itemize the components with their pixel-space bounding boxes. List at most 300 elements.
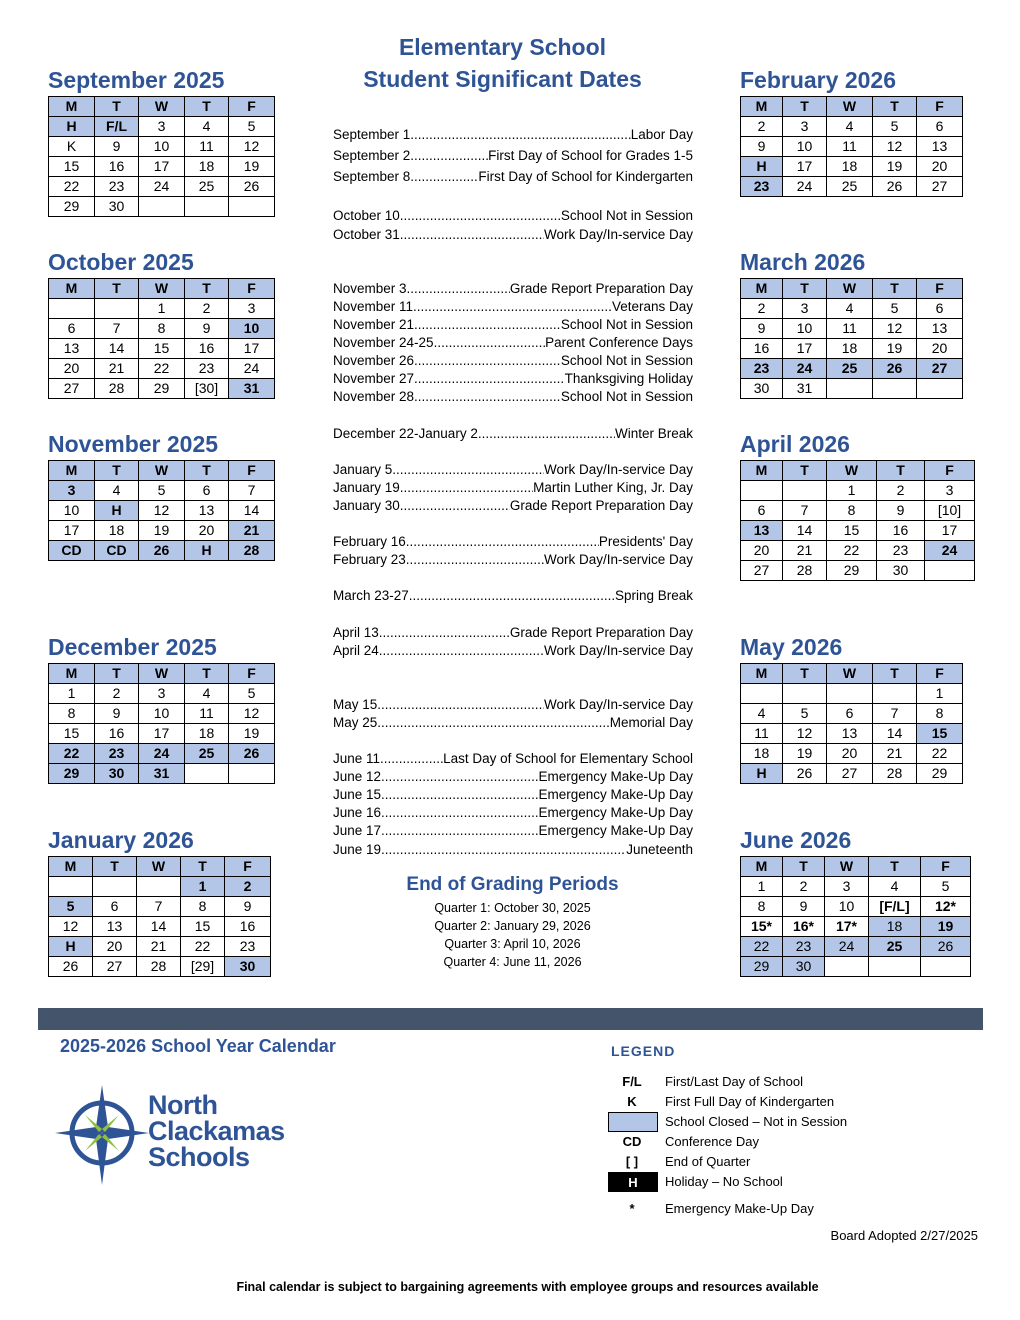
event-date: December 22-January 2 [333,426,478,441]
day-cell: 19 [873,157,917,177]
event-label: Work Day/In-service Day [543,552,693,567]
day-cell: 20 [917,339,963,359]
month-grid [740,96,963,197]
day-cell: 16 [95,157,139,177]
dot-leader [381,822,538,839]
day-cell: CD [49,541,95,561]
day-cell: 29 [827,561,877,581]
event-row [333,624,693,641]
dot-leader [410,126,630,143]
day-cell: 18 [185,724,229,744]
day-cell: 27 [741,561,783,581]
week-row [49,957,271,977]
month-feb [740,67,963,197]
day-cell: 18 [185,157,229,177]
day-cell: 10 [783,137,827,157]
day-cell: 21 [229,521,275,541]
weekday-header: T [185,279,229,299]
week-row [741,744,963,764]
event-label: Veterans Day [611,299,693,314]
dot-leader [379,624,510,641]
dot-leader [377,696,544,713]
day-cell: 2 [741,299,783,319]
page-title: Elementary School Student Significant Dates [363,34,642,92]
week-row [49,319,275,339]
day-cell: 12* [921,897,971,917]
legend-symbol [608,1112,658,1132]
day-cell: 9 [783,897,825,917]
week-row [741,157,963,177]
day-cell: 12 [783,724,827,744]
weekday-header: M [49,664,95,684]
week-row [49,704,275,724]
day-cell: 11 [741,724,783,744]
weekday-header: T [783,461,827,481]
event-label: Emergency Make-Up Day [538,787,693,802]
week-row [741,917,971,937]
day-cell: H [741,764,783,784]
day-cell [827,684,873,704]
weekday-header: T [783,857,825,877]
event-label: Martin Luther King, Jr. Day [533,480,693,495]
day-cell: 23 [95,744,139,764]
day-cell: 28 [137,957,181,977]
day-cell: 16 [877,521,925,541]
day-cell: 15* [741,917,783,937]
weekday-header: W [827,664,873,684]
day-cell: 1 [139,299,185,319]
event-row [333,280,693,297]
month-may [740,634,963,784]
day-cell: 24 [825,937,869,957]
event-row [333,147,693,164]
week-row [49,339,275,359]
day-cell: 2 [225,877,271,897]
weekday-header: T [185,664,229,684]
day-cell [185,764,229,784]
weekday-header: W [827,97,873,117]
day-cell: 17 [925,521,975,541]
day-cell: 16 [225,917,271,937]
day-cell: 2 [741,117,783,137]
day-cell: 26 [49,957,93,977]
event-label: Memorial Day [609,715,693,730]
dot-leader [413,298,612,315]
week-row [741,704,963,724]
day-cell: 11 [827,319,873,339]
dot-leader [400,479,533,496]
event-row [333,714,693,731]
weekday-header: M [49,279,95,299]
day-cell: 4 [827,117,873,137]
day-cell: 7 [95,319,139,339]
day-cell: 22 [827,541,877,561]
event-date: November 24-25 [333,335,434,350]
day-cell: 8 [827,501,877,521]
day-cell: 13 [185,501,229,521]
grading-periods-title: End of Grading Periods [406,874,619,895]
day-cell: 28 [873,764,917,784]
weekday-header: F [225,857,271,877]
day-cell: 11 [827,137,873,157]
event-label: Presidents' Day [598,534,693,549]
day-cell: 18 [869,917,921,937]
day-cell: 1 [49,684,95,704]
day-cell: [30] [185,379,229,399]
board-adopted-date: Board Adopted 2/27/2025 [830,1228,978,1243]
week-row [741,117,963,137]
weekday-header: T [783,97,827,117]
legend-symbol: * [629,1201,635,1216]
dot-leader [400,497,510,514]
legend-symbol: F/L [622,1074,642,1089]
quarter-4: Quarter 4: June 11, 2026 [443,955,582,969]
week-row [49,299,275,319]
weekday-header: T [783,664,827,684]
day-cell: 6 [49,319,95,339]
day-cell [741,684,783,704]
day-cell [139,197,185,217]
day-cell: 3 [139,117,185,137]
dot-leader [406,551,544,568]
day-cell: 8 [139,319,185,339]
logo-wordmark: North Clackamas Schools [148,1090,285,1172]
school-year-title: 2025-2026 School Year Calendar [60,1036,336,1056]
event-label: Emergency Make-Up Day [538,823,693,838]
day-cell: 14 [95,339,139,359]
day-cell: 26 [873,177,917,197]
day-cell: 24 [229,359,275,379]
event-row [333,461,693,478]
day-cell: 10 [229,319,275,339]
day-cell: 7 [783,501,827,521]
event-date: January 19 [333,480,400,495]
dot-leader [381,786,538,803]
day-cell: 31 [783,379,827,399]
day-cell: 19 [873,339,917,359]
day-cell: 28 [95,379,139,399]
weekday-header: T [181,857,225,877]
week-row [741,897,971,917]
month-grid [48,663,275,784]
event-label: Parent Conference Days [545,335,693,350]
event-label: First Day of School for Kindergarten [478,169,693,184]
event-date: October 31 [333,227,400,242]
dot-leader [414,388,561,405]
week-row [741,521,975,541]
month-title: December 2025 [48,634,217,660]
day-cell: 25 [827,359,873,379]
dot-leader [400,226,544,243]
day-cell: 11 [185,137,229,157]
event-label: School Not in Session [560,317,693,332]
dot-leader [381,768,538,785]
week-row [741,339,963,359]
day-cell [783,684,827,704]
weekday-header: T [185,461,229,481]
weekday-header: M [49,97,95,117]
legend-text: Conference Day [665,1134,759,1149]
weekday-header: W [827,461,877,481]
day-cell: 17 [139,157,185,177]
day-cell: 24 [783,359,827,379]
day-cell: 14 [873,724,917,744]
weekday-header: T [95,279,139,299]
day-cell: 13 [917,137,963,157]
week-row [741,481,975,501]
day-cell: 29 [741,957,783,977]
day-cell: 27 [917,359,963,379]
day-cell: 12 [49,917,93,937]
week-row [741,177,963,197]
event-date: November 28 [333,389,415,404]
day-cell: 9 [95,137,139,157]
day-cell [873,379,917,399]
week-row [741,299,963,319]
event-row [333,425,693,442]
weekday-header: W [827,279,873,299]
day-cell: 23 [95,177,139,197]
day-cell: 20 [741,541,783,561]
day-cell: 9 [225,897,271,917]
day-cell: 13 [93,917,137,937]
week-row [741,764,963,784]
week-row [49,521,275,541]
month-nov [48,431,275,561]
week-row [741,877,971,897]
week-row [49,764,275,784]
event-row [333,207,693,224]
week-row [49,877,271,897]
week-row [49,157,275,177]
event-label: Work Day/In-service Day [543,697,693,712]
day-cell: 12 [873,319,917,339]
event-label: Grade Report Preparation Day [509,281,693,296]
day-cell: H [49,117,95,137]
day-cell: 1 [181,877,225,897]
day-cell: 30 [95,197,139,217]
day-cell [741,481,783,501]
event-row [333,533,693,550]
dot-leader [377,714,609,731]
day-cell: 31 [139,764,185,784]
day-cell: H [49,937,93,957]
dot-leader [381,841,626,858]
day-cell [185,197,229,217]
day-cell: 8 [917,704,963,724]
day-cell: 27 [49,379,95,399]
day-cell: 6 [93,897,137,917]
dot-leader [414,370,565,387]
week-row [49,541,275,561]
day-cell: 7 [873,704,917,724]
day-cell: 11 [185,704,229,724]
month-grid [740,856,971,977]
legend-item [608,1072,968,1092]
legend-text: First/Last Day of School [665,1074,803,1089]
month-jun [740,827,971,977]
day-cell: 5 [783,704,827,724]
weekday-header: W [825,857,869,877]
weekday-header: T [95,461,139,481]
day-cell: 5 [229,684,275,704]
weekday-header: M [741,857,783,877]
event-date: June 11 [333,751,381,766]
month-title: June 2026 [740,827,852,853]
legend-text: Holiday – No School [665,1174,783,1189]
day-cell: 14 [783,521,827,541]
legend-symbol: CD [622,1134,642,1149]
day-cell: 20 [917,157,963,177]
event-row [333,696,693,713]
day-cell: 21 [95,359,139,379]
event-label: Juneteenth [626,842,693,857]
day-cell: 26 [229,744,275,764]
day-cell: 20 [827,744,873,764]
weekday-header: F [229,279,275,299]
day-cell: 9 [741,137,783,157]
week-row [49,137,275,157]
day-cell: 22 [181,937,225,957]
weekday-header: M [741,461,783,481]
legend-text: First Full Day of Kindergarten [665,1094,835,1109]
weekday-header: F [925,461,975,481]
week-row [49,177,275,197]
day-cell: 30 [225,957,271,977]
day-cell: 30 [741,379,783,399]
event-row [333,497,693,514]
day-cell: 18 [95,521,139,541]
day-cell: 16 [741,339,783,359]
event-row [333,750,693,767]
legend-item [608,1172,968,1192]
day-cell: 6 [185,481,229,501]
event-date: November 21 [333,317,415,332]
weekday-header: T [873,279,917,299]
day-cell: 20 [185,521,229,541]
month-title: May 2026 [740,634,843,660]
day-cell: 19 [783,744,827,764]
week-row [741,379,963,399]
event-date: November 26 [333,353,415,368]
day-cell: 22 [139,359,185,379]
day-cell [873,684,917,704]
day-cell: 26 [921,937,971,957]
day-cell: 1 [917,684,963,704]
event-date: February 23 [333,552,406,567]
legend-item [608,1152,968,1172]
day-cell: 12 [229,137,275,157]
day-cell [137,877,181,897]
dot-leader [380,750,443,767]
weekday-header: W [139,97,185,117]
legend-symbol: K [627,1094,637,1109]
week-row [741,561,975,581]
day-cell [825,957,869,977]
event-date: March 23-27 [333,588,409,603]
week-row [741,957,971,977]
week-row [49,897,271,917]
day-cell: 15 [139,339,185,359]
dot-leader [392,461,544,478]
event-date: June 19 [333,842,382,857]
event-label: Work Day/In-service Day [543,462,693,477]
day-cell: K [49,137,95,157]
day-cell: 15 [49,157,95,177]
day-cell: 17 [139,724,185,744]
event-date: June 12 [333,769,382,784]
week-row [741,501,975,521]
weekday-header: T [869,857,921,877]
day-cell: 1 [741,877,783,897]
day-cell: 6 [827,704,873,724]
day-cell: 17* [825,917,869,937]
day-cell: 24 [139,177,185,197]
month-title: January 2026 [48,827,194,853]
weekday-header: W [139,279,185,299]
week-row [49,117,275,137]
day-cell: 16* [783,917,825,937]
day-cell: 6 [917,299,963,319]
weekday-header: W [137,857,181,877]
quarter-3: Quarter 3: April 10, 2026 [444,937,581,951]
day-cell: 15 [827,521,877,541]
day-cell: 28 [783,561,827,581]
day-cell: 22 [741,937,783,957]
weekday-header: T [95,97,139,117]
day-cell: 29 [49,764,95,784]
event-date: May 15 [333,697,378,712]
event-row [333,388,693,405]
day-cell: 5 [921,877,971,897]
day-cell: 25 [827,177,873,197]
day-cell: 4 [869,877,921,897]
day-cell [229,764,275,784]
day-cell: H [95,501,139,521]
event-label: Last Day of School for Elementary School [443,751,693,766]
day-cell: 18 [741,744,783,764]
day-cell: 19 [229,724,275,744]
week-row [741,684,963,704]
event-row [333,352,693,369]
day-cell [827,379,873,399]
day-cell: 26 [229,177,275,197]
event-date: September 2 [333,148,411,163]
event-label: Work Day/In-service Day [543,227,693,242]
day-cell: 12 [139,501,185,521]
day-cell: 13 [49,339,95,359]
legend-item [608,1112,968,1132]
event-row [333,316,693,333]
day-cell: 5 [139,481,185,501]
day-cell: 20 [49,359,95,379]
week-row [49,684,275,704]
day-cell: 12 [873,137,917,157]
day-cell: 4 [185,684,229,704]
event-label: Winter Break [614,426,693,441]
day-cell: 17 [783,157,827,177]
day-cell: 24 [925,541,975,561]
event-row [333,804,693,821]
dot-leader [409,587,615,604]
day-cell: 8 [49,704,95,724]
event-label: Work Day/In-service Day [543,643,693,658]
legend-text: Emergency Make-Up Day [665,1201,814,1216]
day-cell: 3 [925,481,975,501]
day-cell: 20 [93,937,137,957]
weekday-header: F [229,461,275,481]
week-row [49,724,275,744]
